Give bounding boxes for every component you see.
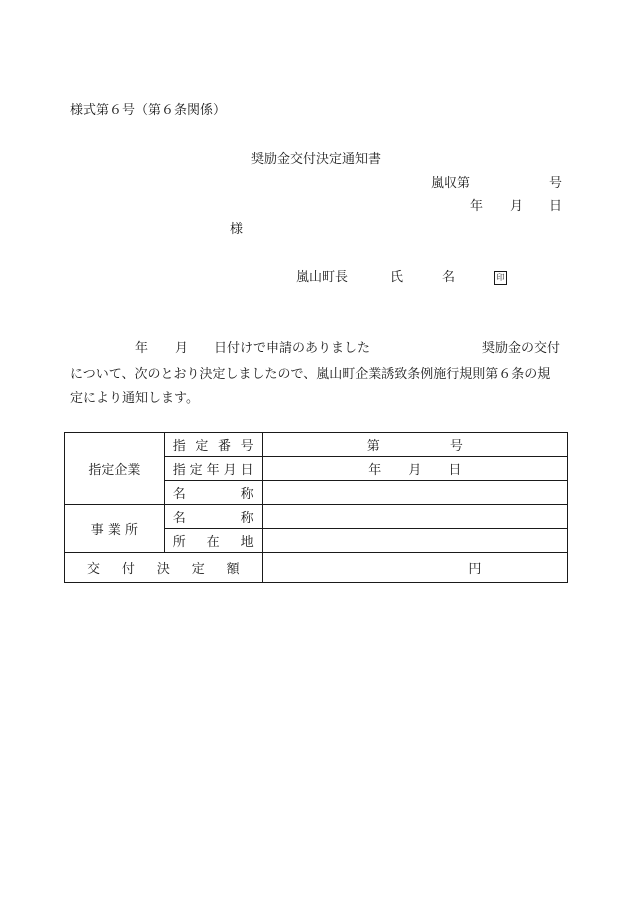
value-office-location — [262, 529, 567, 553]
value-designation-date: 年 月 日 — [262, 457, 567, 481]
label-designation-number: 指 定 番 号 — [164, 433, 262, 457]
value-designation-number — [262, 433, 567, 457]
issuer-mei: 名 — [442, 270, 456, 285]
table-row — [65, 505, 568, 529]
table-row — [65, 553, 568, 583]
issuer-title: 嵐山町長 — [296, 270, 349, 285]
issue-date-day: 日 — [549, 199, 563, 214]
decision-table — [64, 432, 568, 583]
value-grant-amount: 円 — [262, 553, 567, 583]
body-month: 月 — [175, 341, 189, 356]
doc-number-suffix: 号 — [549, 176, 563, 191]
form-reference: 様式第６号（第６条関係） — [70, 103, 227, 118]
document-title: 奨励金交付決定通知書 — [251, 152, 382, 167]
label-designation-date: 指 定 年 月 日 — [164, 457, 262, 481]
designation-dai: 第 — [366, 439, 380, 454]
body-year: 年 — [135, 341, 149, 356]
group-designated-company: 指定企業 — [65, 433, 165, 505]
issue-date-year: 年 — [470, 199, 484, 214]
body-day-text: 日付けで申請のありました — [214, 341, 371, 356]
label-company-name: 名 称 — [164, 481, 262, 505]
body-line-3: 定により通知します。 — [70, 391, 199, 406]
issue-date-month: 月 — [510, 199, 524, 214]
value-office-name — [262, 505, 567, 529]
label-office-name: 名 称 — [164, 505, 262, 529]
issuer-shi: 氏 — [390, 270, 404, 285]
label-grant-amount: 交 付 決 定 額 — [65, 553, 263, 583]
group-office: 事 業 所 — [65, 505, 165, 553]
designation-go: 号 — [449, 439, 463, 454]
body-grant-text: 奨励金の交付 — [482, 341, 561, 356]
addressee-suffix: 様 — [230, 222, 244, 237]
table-row — [65, 433, 568, 457]
label-office-location: 所 在 地 — [164, 529, 262, 553]
seal-stamp-icon: 印 — [494, 270, 507, 286]
body-line-2: について、次のとおり決定しましたので、嵐山町企業誘致条例施行規則第６条の規 — [70, 367, 551, 382]
value-company-name — [262, 481, 567, 505]
doc-number-prefix: 嵐収第 — [431, 176, 471, 191]
